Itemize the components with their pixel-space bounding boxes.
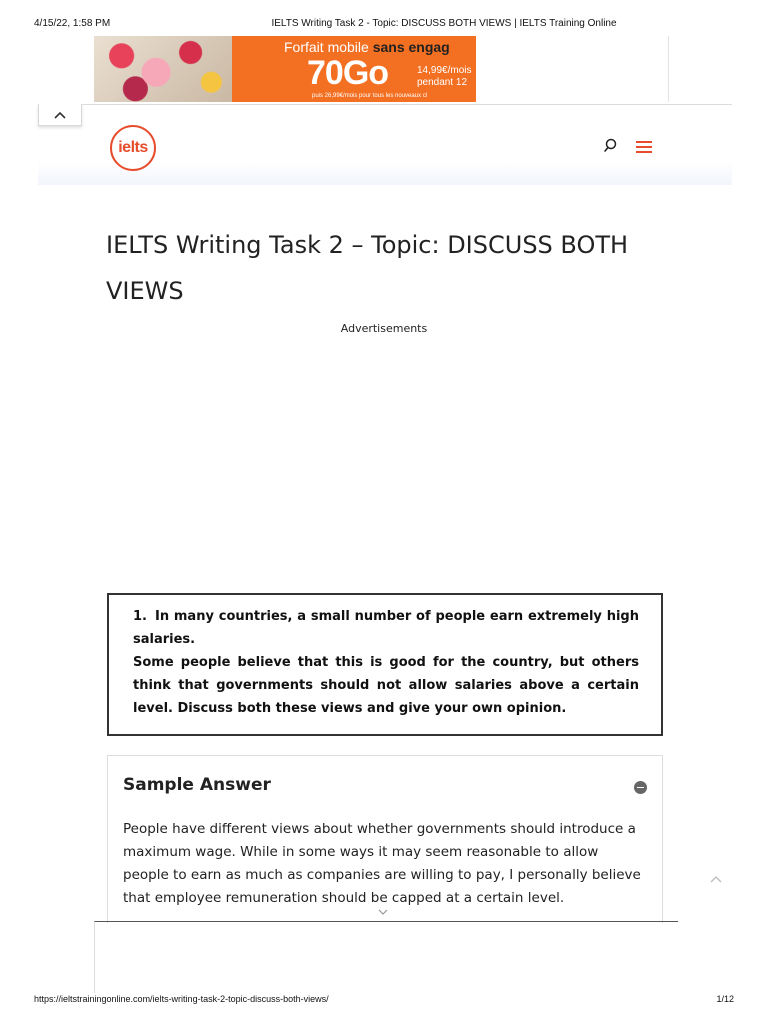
question-line2: Some people believe that this is good for the country, but others think that governments should not allow salaries above a certain level. Discuss both these views and give your own opinion.	[133, 655, 639, 716]
print-header	[0, 0, 768, 30]
bottom-ad-frame	[94, 921, 678, 993]
sample-answer-text: People have different views about whether governments should introduce a maximum wage. While in some ways it may seem reasonable to allow people to earn as much as companies are willing to pay, I personally believe that employee remuneration should be capped at a certain level.	[123, 821, 641, 906]
collapse-toggle-icon[interactable]	[634, 781, 647, 794]
collapse-ad-button[interactable]	[38, 104, 82, 126]
scroll-to-top-icon[interactable]	[709, 873, 723, 885]
question-number: 1.	[133, 609, 147, 624]
ad-banner[interactable]	[94, 36, 476, 102]
ad-headline: Forfait mobile sans engag	[284, 39, 450, 55]
sample-answer-heading[interactable]: Sample Answer	[123, 775, 271, 795]
advertisements-label: Advertisements	[340, 322, 428, 335]
ad-price: 14,99€/mois pendant 12	[417, 65, 472, 88]
logo-text: ielts	[118, 139, 148, 156]
chevron-down-icon	[378, 908, 388, 916]
page-number: 1/12	[716, 994, 734, 1004]
ad-data-amount: 70Go	[307, 54, 389, 92]
hamburger-menu-icon	[635, 138, 655, 156]
site-logo[interactable]	[110, 125, 156, 171]
divider	[668, 36, 669, 102]
ad-flowers-image	[94, 36, 232, 102]
menu-button[interactable]	[635, 138, 655, 156]
chevron-up-icon	[53, 110, 67, 120]
print-page-title: IELTS Writing Task 2 - Topic: DISCUSS BOTH VIEWS | IELTS Training Online	[271, 18, 617, 29]
page-url: https://ieltstrainingonline.com/ielts-writing-task-2-topic-discuss-both-views/	[34, 994, 329, 1004]
sample-answer-accordion	[107, 755, 663, 923]
search-button[interactable]	[603, 137, 621, 155]
search-icon	[603, 137, 621, 155]
question-box	[107, 593, 663, 736]
site-header	[38, 105, 732, 185]
page-title: IELTS Writing Task 2 – Topic: DISCUSS BOTH VIEWS	[106, 231, 629, 305]
ad-footnote: puis 26,99€/mois pour tous les nouveaux cl	[312, 93, 428, 99]
print-footer	[0, 994, 768, 1024]
question-line1: 1. In many countries, a small number of people earn extremely high salaries.	[133, 609, 639, 647]
print-datetime: 4/15/22, 1:58 PM	[34, 18, 111, 29]
